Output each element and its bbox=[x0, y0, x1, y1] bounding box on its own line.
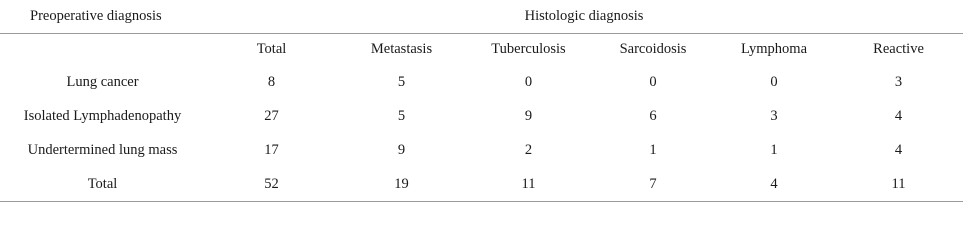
table-row bbox=[0, 99, 963, 133]
table-cell: 0 bbox=[524, 73, 533, 90]
table-cell: 1 bbox=[770, 141, 778, 158]
table-cell: 3 bbox=[770, 107, 778, 124]
table-cell: 4 bbox=[894, 107, 903, 124]
table-cell: 9 bbox=[397, 141, 406, 158]
table-cell: 8 bbox=[267, 73, 276, 90]
table-column-header-row bbox=[0, 34, 963, 66]
table-group-header-row bbox=[0, 0, 963, 34]
row-label: Total bbox=[0, 167, 205, 202]
table-cell: 17 bbox=[264, 141, 279, 158]
table-row-total bbox=[0, 167, 963, 202]
table-cell: 7 bbox=[592, 167, 714, 202]
column-header-metastasis: Metastasis bbox=[338, 34, 465, 66]
table-cell: 27 bbox=[264, 107, 279, 124]
table-cell: 2 bbox=[524, 141, 533, 158]
column-header-reactive: Reactive bbox=[834, 34, 963, 66]
table-cell: 0 bbox=[649, 73, 657, 90]
table-cell: 11 bbox=[465, 167, 592, 202]
histologic-diagnosis-header: Histologic diagnosis bbox=[524, 8, 644, 24]
table-row bbox=[0, 133, 963, 167]
table-cell: 11 bbox=[834, 167, 963, 202]
table-cell: 6 bbox=[649, 107, 657, 124]
table-cell: 52 bbox=[205, 167, 338, 202]
table-cell: 4 bbox=[894, 141, 903, 158]
table-cell: 1 bbox=[649, 141, 657, 158]
table-cell: 5 bbox=[397, 107, 406, 124]
column-header-total: Total bbox=[205, 34, 338, 66]
table-cell: 5 bbox=[397, 73, 406, 90]
row-label: Undertermined lung mass bbox=[27, 141, 178, 158]
table-cell: 0 bbox=[770, 73, 778, 90]
table-cell: 19 bbox=[338, 167, 465, 202]
column-header-sarcoidosis: Sarcoidosis bbox=[592, 34, 714, 66]
row-label: Isolated Lymphadenopathy bbox=[23, 107, 182, 124]
row-label: Lung cancer bbox=[66, 73, 139, 90]
table-cell: 3 bbox=[894, 73, 903, 90]
table-cell: 9 bbox=[524, 107, 533, 124]
table-row bbox=[0, 65, 963, 99]
preoperative-diagnosis-header: Preoperative diagnosis bbox=[30, 8, 162, 24]
column-header-empty bbox=[0, 34, 205, 66]
table-cell: 4 bbox=[714, 167, 834, 202]
column-header-tuberculosis: Tuberculosis bbox=[465, 34, 592, 66]
column-header-lymphoma: Lymphoma bbox=[714, 34, 834, 66]
